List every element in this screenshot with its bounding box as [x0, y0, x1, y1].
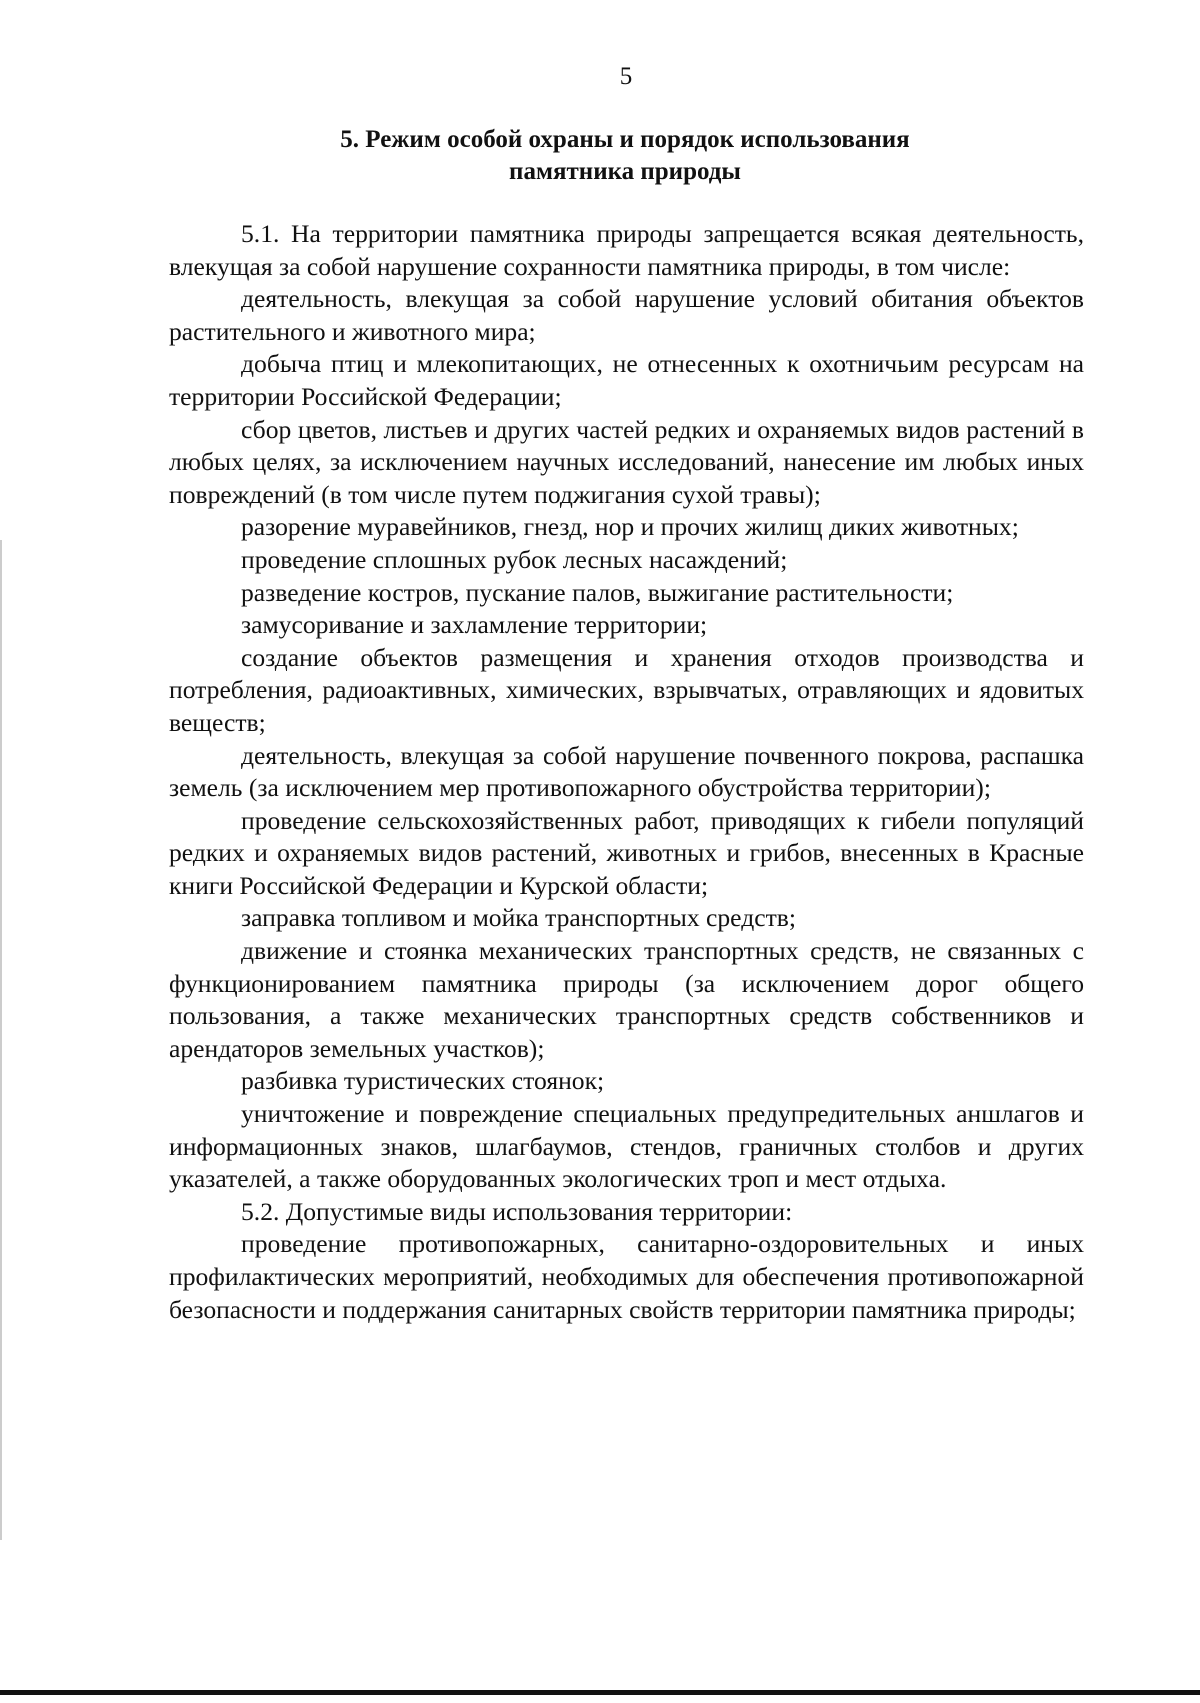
- paragraph: создание объектов размещения и хранения отходов производства и потребления, радиоактивных, химических, взрывчатых, отравляющих и ядовитых веществ;: [169, 642, 1084, 737]
- paragraph: разбивка туристических стоянок;: [241, 1066, 605, 1096]
- paragraph: добыча птиц и млекопитающих, не отнесенных к охотничьим ресурсам на территории Российской Федерации;: [169, 349, 1084, 411]
- section-title-line-1: 5. Режим особой охраны и порядок использования: [340, 126, 910, 153]
- paragraph: проведение сельскохозяйственных работ, приводящих к гибели популяций редких и охраняемых видов растений, животных и грибов, внесенных в Красные книги Российской Федерации и Курской области;: [169, 805, 1084, 900]
- paragraph: заправка топливом и мойка транспортных средств;: [241, 903, 796, 933]
- paragraph: сбор цветов, листьев и других частей редких и охраняемых видов растений в любых целях, за исключением научных исследований, нанесение им любых иных повреждений (в том числе путем поджигания сухой травы);: [169, 414, 1084, 509]
- paragraph: разведение костров, пускание палов, выжигание растительности;: [241, 577, 954, 607]
- section-title: [170, 124, 1080, 188]
- document-body: [169, 218, 1084, 1326]
- paragraph: деятельность, влекущая за собой нарушение условий обитания объектов растительного и животного мира;: [169, 284, 1084, 346]
- scan-edge-line: [0, 540, 2, 1540]
- paragraph: 5.1. На территории памятника природы запрещается всякая деятельность, влекущая за собой нарушение сохранности памятника природы, в том числе:: [169, 219, 1084, 281]
- paragraph: уничтожение и повреждение специальных предупредительных аншлагов и информационных знаков, шлагбаумов, стендов, граничных столбов и других указателей, а также оборудованных экологических троп и мест отдыха.: [169, 1099, 1084, 1194]
- page-number: 5: [619, 63, 633, 90]
- paragraph: разорение муравейников, гнезд, нор и прочих жилищ диких животных;: [241, 512, 1019, 542]
- paragraph: движение и стоянка механических транспортных средств, не связанных с функционированием памятника природы (за исключением дорог общего пользования, а также механических транспортных средств собственников и арендаторов земельных участков);: [169, 936, 1084, 1063]
- paragraph: проведение противопожарных, санитарно-оздоровительных и иных профилактических мероприятий, необходимых для обеспечения противопожарной безопасности и поддержания санитарных свойств территории памятника природы;: [169, 1229, 1084, 1324]
- paragraph: проведение сплошных рубок лесных насаждений;: [241, 544, 788, 574]
- paragraph: деятельность, влекущая за собой нарушение почвенного покрова, распашка земель (за исключением мер противопожарного обустройства территории);: [169, 740, 1084, 803]
- scan-bottom-edge: [0, 1690, 1200, 1695]
- paragraph: 5.2. Допустимые виды использования территории:: [241, 1196, 793, 1226]
- paragraph: замусоривание и захламление территории;: [241, 610, 708, 640]
- section-title-line-2: памятника природы: [509, 158, 741, 185]
